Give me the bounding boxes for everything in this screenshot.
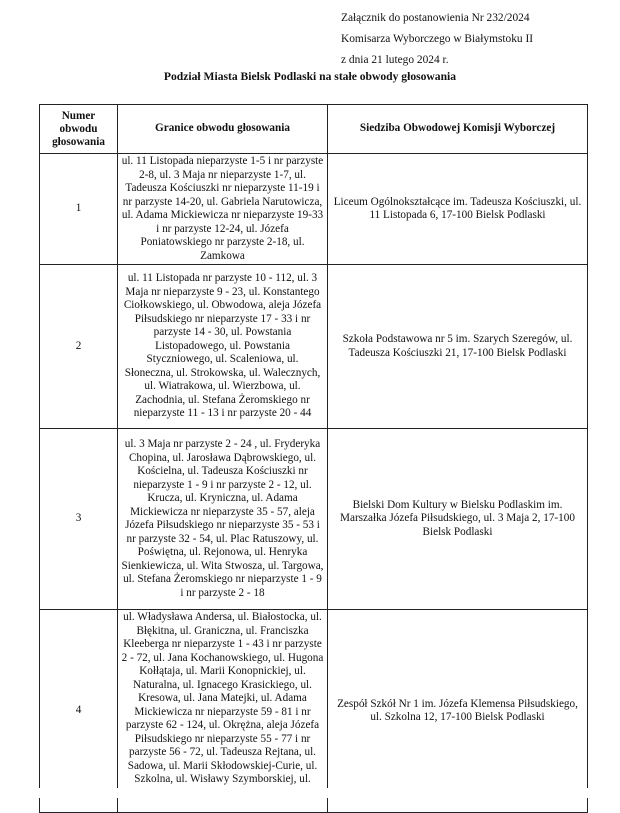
district-boundaries-text: ul. Władysława Andersa, ul. Białostocka, ul. Błękitna, ul. Graniczna, ul. Franciszka Kleeberga nr nieparzyste 1 - 43 i nr parzyste 2 - 72, ul. Jana Kochanowskiego, ul. Hugona Kołłątaja, ul. Marii Konopnickiej, ul. Naturalna, ul. Ignacego Krasickiego, ul. Kresowa, ul. Jana Matejki, ul. Adama Mickiewicza nr nieparzyste 59 - 81 i nr parzyste 62 - 124, ul. Okrężna, aleja Józefa Piłsudskiego nr nieparzyste 55 - 77 i nr parzyste 56 - 72, ul. Tadeusza Rejtana, ul. Sadowa, ul. Marii Skłodowskiej-Curie, ul. Szkolna, ul. Wisławy Szymborskiej, ul. bbox=[121, 611, 324, 785]
voting-districts-table bbox=[39, 104, 588, 813]
header-commissioner-line: Komisarza Wyborczego w Białymstoku II bbox=[341, 33, 534, 45]
header-annex-line: Załącznik do postanowienia Nr 232/2024 bbox=[341, 12, 530, 24]
table-row bbox=[40, 429, 588, 610]
district-number: 2 bbox=[40, 265, 118, 429]
district-number: 3 bbox=[40, 429, 118, 610]
document-title: Podział Miasta Bielsk Podlaski na stałe obwody głosowania bbox=[163, 70, 457, 83]
table-row bbox=[40, 154, 588, 265]
district-boundaries bbox=[118, 610, 328, 813]
header-seat: Siedziba Obwodowej Komisji Wyborczej bbox=[328, 105, 588, 154]
header-date-line: z dnia 21 lutego 2024 r. bbox=[341, 54, 449, 66]
commission-seat: Zespół Szkół Nr 1 im. Józefa Klemensa Piłsudskiego, ul. Szkolna 12, 17-100 Bielsk Podlaski bbox=[328, 610, 588, 813]
document-header bbox=[341, 8, 533, 71]
table-header-row bbox=[40, 105, 588, 154]
commission-seat: Bielski Dom Kultury w Bielsku Podlaskim im. Marszałka Józefa Piłsudskiego, ul. 3 Maja 2, 17-100 Bielsk Podlaski bbox=[328, 429, 588, 610]
commission-seat: Liceum Ogólnokształcące im. Tadeusza Kościuszki, ul. 11 Listopada 6, 17-100 Bielsk Podlaski bbox=[328, 154, 588, 265]
district-number: 1 bbox=[40, 154, 118, 265]
table-row bbox=[40, 610, 588, 813]
header-number: Numer obwodu głosowania bbox=[40, 105, 118, 154]
district-number: 4 bbox=[40, 610, 118, 813]
commission-seat: Szkoła Podstawowa nr 5 im. Szarych Szeregów, ul. Tadeusza Kościuszki 21, 17-100 Bielsk Podlaski bbox=[328, 265, 588, 429]
header-boundaries: Granice obwodu głosowania bbox=[118, 105, 328, 154]
table-row bbox=[40, 265, 588, 429]
district-boundaries: ul. 11 Listopada nieparzyste 1-5 i nr parzyste 2-8, ul. 3 Maja nr nieparzyste 1-7, ul. Tadeusza Kościuszki nr nieparzyste 11-19 i nr parzyste 14-20, ul. Gabriela Narutowicza, ul. Adama Mickiewicza nr nieparzyste 19-33 i nr parzyste 12-24, ul. Józefa Poniatowskiego nr parzyste 2-18, ul. Zamkowa bbox=[118, 154, 328, 265]
district-boundaries: ul. 3 Maja nr parzyste 2 - 24 , ul. Fryderyka Chopina, ul. Jarosława Dąbrowskiego, ul. Kościelna, ul. Tadeusza Kościuszki nr nieparzyste 1 - 9 i nr parzyste 2 - 12, ul. Krucza, ul. Kryniczna, ul. Adama Mickiewicza nr nieparzyste 35 - 57, aleja Józefa Piłsudskiego nr nieparzyste 35 - 53 i nr parzyste 32 - 54, ul. Plac Ratuszowy, ul. Poświętna, ul. Rejonowa, ul. Henryka Sienkiewicza, ul. Wita Stwosza, ul. Targowa, ul. Stefana Żeromskiego nr nieparzyste 1 - 9 i nr parzyste 2 - 18 bbox=[118, 429, 328, 610]
district-boundaries: ul. 11 Listopada nr parzyste 10 - 112, ul. 3 Maja nr nieparzyste 9 - 23, ul. Konstantego Ciołkowskiego, ul. Obwodowa, aleja Józefa Piłsudskiego nr nieparzyste 17 - 33 i nr parzyste 14 - 30, ul. Powstania Listopadowego, ul. Powstania Styczniowego, ul. Scaleniowa, ul. Słoneczna, ul. Strokowska, ul. Walecznych, ul. Wiatrakowa, ul. Wierzbowa, ul. Zachodnia, ul. Stefana Żeromskiego nr nieparzyste 11 - 13 i nr parzyste 20 - 44 bbox=[118, 265, 328, 429]
page-bottom-edge bbox=[0, 788, 620, 798]
